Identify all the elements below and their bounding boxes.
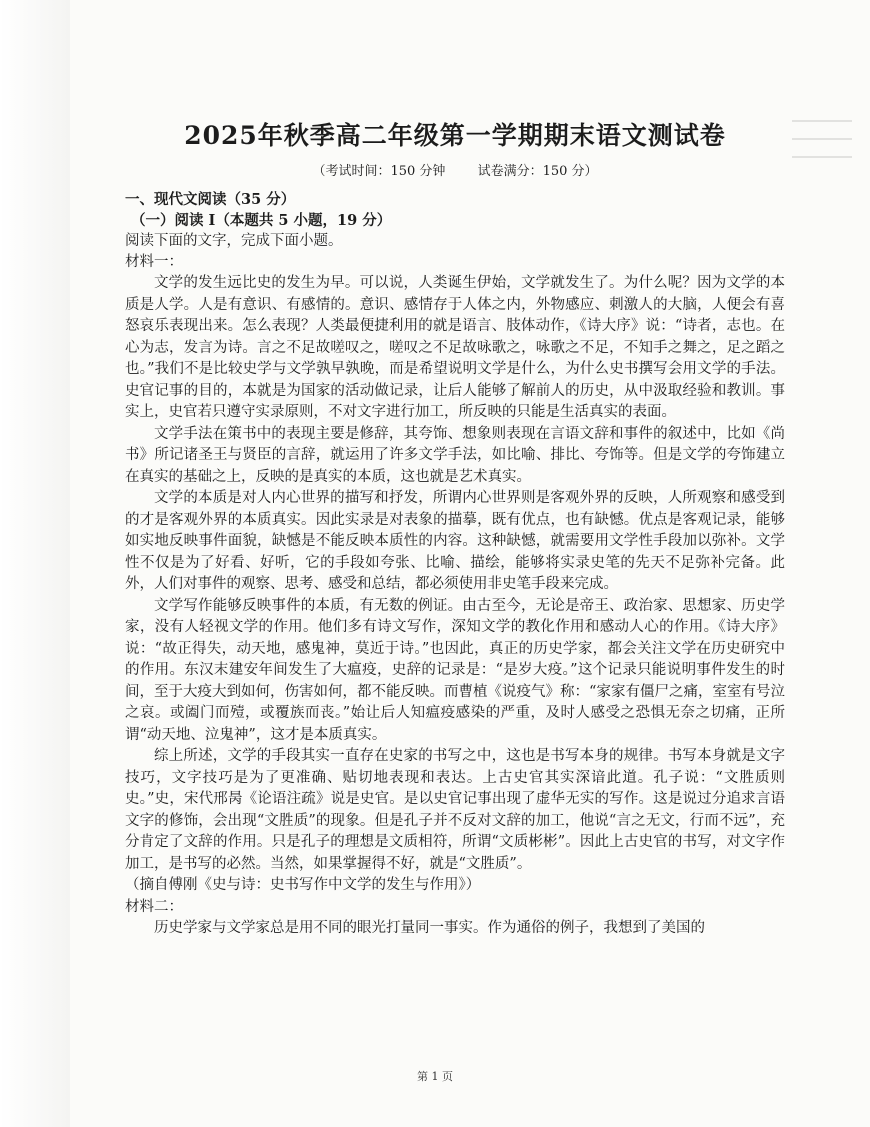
reading-heading: （一）阅读 I（本题共 5 小题，19 分） (131, 212, 392, 229)
paragraph-2: 文学手法在策书中的表现主要是修辞，其夸饰、想象则表现在言语文辞和事件的叙述中，比如《尚书》所记诸圣王与贤臣的言辞，就运用了许多文学手法，如比喻、排比、夸饰等。但是文学的夸饰建立在真实的基础之上，反映的是真实的本质，这也就是艺术真实。 (125, 425, 785, 485)
source-citation: （摘自傅刚《史与诗：史书写作中文学的发生与作用》） (125, 877, 481, 893)
full-score: 试卷满分：150 分） (477, 164, 598, 179)
material-two-first-line: 历史学家与文学家总是用不同的眼光打量同一事实。作为通俗的例子，我想到了美国的 (154, 919, 705, 936)
paragraph-1: 文学的发生远比史的发生为早。可以说，人类诞生伊始，文学就发生了。为什么呢？因为文学的本质是人学。人是有意识、有感情的。意识、感情存于人体之内，外物感应、刺激人的大脑，人便会有喜怒哀乐表现出来。怎么表现？人类最便捷利用的就是语言、肢体动作，《诗大序》说：“诗者，志也。在心为志，发言为诗。言之不足故嗟叹之，嗟叹之不足故咏歌之，咏歌之不足，不知手之舞之，足之蹈之也。”我们不是比较史学与文学孰早孰晚，而是希望说明文学是什么，为什么史书撰写会用文学的手法。史官记事的目的，本就是为国家的活动做记录，让后人能够了解前人的历史，从中汲取经验和教训。事实上，史官若只遵守实录原则，不对文字进行加工，所反映的只能是生活真实的表面。 (125, 275, 785, 420)
exam-info (125, 160, 785, 179)
material-one-label: 材料一： (125, 254, 183, 270)
section-heading: 一、现代文阅读（35 分） (125, 191, 296, 208)
page-content (125, 116, 785, 939)
bleed-through-marks (792, 120, 852, 180)
exam-time: （考试时间：150 分钟 (312, 164, 446, 179)
material-two-label: 材料二： (125, 898, 183, 915)
paragraph-4: 文学写作能够反映事件的本质，有无数的例证。由古至今，无论是帝王、政治家、思想家、历史学家，没有人轻视文学的作用。他们多有诗文写作，深知文学的教化作用和感动人心的作用。《诗大序》说：“故正得失，动天地，感鬼神，莫近于诗。”也因此，真正的历史学家，都会关注文学在历史研究中的作用。东汉末建安年间发生了大瘟疫，史辞的记录是：“是岁大疫。”这个记录只能说明事件发生的时间，至于大疫大到如何，伤害如何，都不能反映。而曹植《说疫气》称：“家家有僵尸之痛，室室有号泣之哀。或阖门而殪，或覆族而丧。”始让后人知瘟疫感染的严重，及时人感受之恐惧无奈之切痛，正所谓“动天地、泣鬼神”，这才是本质真实。 (125, 597, 785, 743)
scan-margin (0, 0, 70, 1127)
paragraph-5: 综上所述，文学的手段其实一直存在史家的书写之中，这也是书写本身的规律。书写本身就是文字技巧，文字技巧是为了更准确、贴切地表现和表达。上古史官其实深谙此道。孔子说：“文胜质则史。”史，宋代邢昺《论语注疏》说是史官。是以史官记事出现了虚华无实的写作。这是说过分追求言语文字的修饰，会出现“文胜质”的现象。但是孔子并不反对文辞的加工，他说“言之无文，行而不远”，充分肯定了文辞的作用。只是孔子的理想是文质相符，所谓“文质彬彬”。因此上古史官的书写，对文字作加工，是书写的必然。当然，如果掌握得不好，就是“文胜质”。 (125, 748, 785, 872)
instruction-text: 阅读下面的文字，完成下面小题。 (125, 233, 343, 249)
page-number: 第 1 页 (417, 1070, 453, 1083)
paragraph-3: 文学的本质是对人内心世界的描写和抒发，所谓内心世界则是客观外界的反映，人所观察和感受到的才是客观外界的本质真实。因此实录是对表象的描摹，既有优点，也有缺憾。优点是客观记录，能够如实地反映事件面貌，缺憾是不能反映本质性的内容。这种缺憾，就需要用文学性手段加以弥补。文学性不仅是为了好看、好听，它的手段如夸张、比喻、描绘，能够将实录史笔的先天不足弥补完备。此外，人们对事件的观察、思考、感受和总结，都必须使用非史笔手段来完成。 (125, 490, 785, 592)
exam-title: 2025年秋季高二年级第一学期期末语文测试卷 (184, 121, 726, 150)
